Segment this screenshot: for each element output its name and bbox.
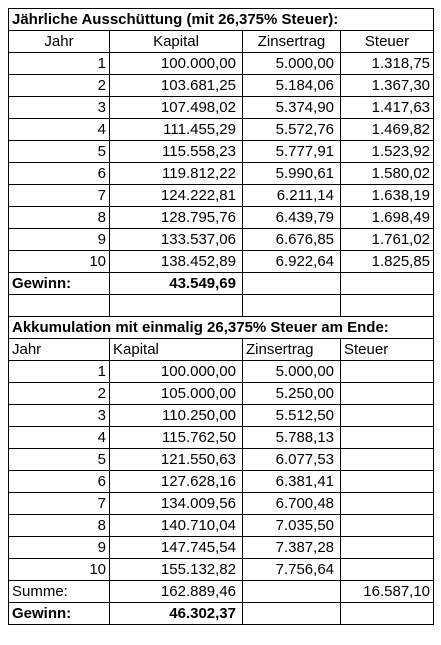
table2-row	[9, 361, 434, 383]
steuer-cell[interactable]	[341, 515, 434, 537]
steuer-cell[interactable]: 1.761,02	[341, 229, 434, 251]
table2-title-row	[9, 317, 434, 339]
results-table	[8, 8, 434, 625]
jahr-cell[interactable]: 2	[9, 75, 110, 97]
kapital-cell[interactable]: 111.455,29	[110, 119, 243, 141]
kapital-cell[interactable]: 147.745,54	[110, 537, 243, 559]
kapital-cell[interactable]: 100.000,00	[110, 361, 243, 383]
steuer-cell[interactable]	[341, 383, 434, 405]
zinsertrag-cell[interactable]: 5.572,76	[243, 119, 341, 141]
zinsertrag-cell[interactable]: 5.374,90	[243, 97, 341, 119]
jahr-cell[interactable]: 9	[9, 229, 110, 251]
table2-row	[9, 493, 434, 515]
steuer-cell[interactable]	[341, 471, 434, 493]
table2-title[interactable]: Akkumulation mit einmalig 26,375% Steuer am Ende:	[9, 317, 434, 339]
table2-header-kapital[interactable]: Kapital	[110, 339, 243, 361]
empty-cell[interactable]	[243, 273, 341, 295]
table2-summe-label[interactable]: Summe:	[9, 581, 110, 603]
zinsertrag-cell[interactable]: 5.777,91	[243, 141, 341, 163]
kapital-cell[interactable]: 107.498,02	[110, 97, 243, 119]
table1-row	[9, 141, 434, 163]
jahr-cell[interactable]: 1	[9, 361, 110, 383]
table1-row	[9, 53, 434, 75]
zinsertrag-cell[interactable]: 5.788,13	[243, 427, 341, 449]
zinsertrag-cell[interactable]: 5.250,00	[243, 383, 341, 405]
table2-row	[9, 471, 434, 493]
table1-header-kapital[interactable]: Kapital	[110, 31, 243, 53]
table1-row	[9, 229, 434, 251]
jahr-cell[interactable]: 3	[9, 405, 110, 427]
spacer-row	[9, 295, 434, 317]
jahr-cell[interactable]: 6	[9, 471, 110, 493]
steuer-cell[interactable]	[341, 405, 434, 427]
jahr-cell[interactable]: 9	[9, 537, 110, 559]
steuer-cell[interactable]	[341, 559, 434, 581]
table2-header-jahr[interactable]: Jahr	[9, 339, 110, 361]
empty-cell[interactable]	[9, 295, 110, 317]
zinsertrag-cell[interactable]: 5.990,61	[243, 163, 341, 185]
steuer-cell[interactable]	[341, 427, 434, 449]
steuer-cell[interactable]: 1.580,02	[341, 163, 434, 185]
steuer-cell[interactable]	[341, 537, 434, 559]
kapital-cell[interactable]: 138.452,89	[110, 251, 243, 273]
steuer-cell[interactable]: 1.698,49	[341, 207, 434, 229]
jahr-cell[interactable]: 4	[9, 119, 110, 141]
zinsertrag-cell[interactable]: 6.381,41	[243, 471, 341, 493]
table2-header-zinsertrag[interactable]: Zinsertrag	[243, 339, 341, 361]
empty-cell[interactable]	[243, 581, 341, 603]
table2-row	[9, 559, 434, 581]
steuer-cell[interactable]: 1.523,92	[341, 141, 434, 163]
zinsertrag-cell[interactable]: 6.922,64	[243, 251, 341, 273]
table2-summe-kapital[interactable]: 162.889,46	[110, 581, 243, 603]
zinsertrag-cell[interactable]: 5.512,50	[243, 405, 341, 427]
zinsertrag-cell[interactable]: 7.387,28	[243, 537, 341, 559]
kapital-cell[interactable]: 124.222,81	[110, 185, 243, 207]
steuer-cell[interactable]: 1.638,19	[341, 185, 434, 207]
zinsertrag-cell[interactable]: 5.000,00	[243, 53, 341, 75]
table1-gewinn-label[interactable]: Gewinn:	[9, 273, 110, 295]
zinsertrag-cell[interactable]: 5.000,00	[243, 361, 341, 383]
table2-row	[9, 383, 434, 405]
zinsertrag-cell[interactable]: 6.211,14	[243, 185, 341, 207]
zinsertrag-cell[interactable]: 6.077,53	[243, 449, 341, 471]
table2-summe-steuer[interactable]: 16.587,10	[341, 581, 434, 603]
empty-cell[interactable]	[243, 295, 341, 317]
spreadsheet	[8, 8, 433, 625]
table2-header-steuer[interactable]: Steuer	[341, 339, 434, 361]
kapital-cell[interactable]: 134.009,56	[110, 493, 243, 515]
table2-summe-row	[9, 581, 434, 603]
table1-row	[9, 163, 434, 185]
table1-title-row	[9, 9, 434, 31]
kapital-cell[interactable]: 105.000,00	[110, 383, 243, 405]
jahr-cell[interactable]: 10	[9, 251, 110, 273]
jahr-cell[interactable]: 5	[9, 141, 110, 163]
table1-row	[9, 207, 434, 229]
table1-title[interactable]: Jährliche Ausschüttung (mit 26,375% Steuer):	[9, 9, 434, 31]
table1-gewinn-value[interactable]: 43.549,69	[110, 273, 243, 295]
kapital-cell[interactable]: 133.537,06	[110, 229, 243, 251]
empty-cell[interactable]	[110, 295, 243, 317]
jahr-cell[interactable]: 1	[9, 53, 110, 75]
jahr-cell[interactable]: 2	[9, 383, 110, 405]
jahr-cell[interactable]: 6	[9, 163, 110, 185]
table1-header-zinsertrag[interactable]: Zinsertrag	[243, 31, 341, 53]
kapital-cell[interactable]: 140.710,04	[110, 515, 243, 537]
jahr-cell[interactable]: 7	[9, 185, 110, 207]
table1-header-steuer[interactable]: Steuer	[341, 31, 434, 53]
kapital-cell[interactable]: 127.628,16	[110, 471, 243, 493]
steuer-cell[interactable]	[341, 361, 434, 383]
table2-row	[9, 405, 434, 427]
table2-row	[9, 427, 434, 449]
table2-gewinn-row	[9, 603, 434, 625]
kapital-cell[interactable]: 103.681,25	[110, 75, 243, 97]
zinsertrag-cell[interactable]: 6.676,85	[243, 229, 341, 251]
empty-cell[interactable]	[341, 295, 434, 317]
kapital-cell[interactable]: 100.000,00	[110, 53, 243, 75]
table1-row	[9, 251, 434, 273]
jahr-cell[interactable]: 8	[9, 515, 110, 537]
kapital-cell[interactable]: 121.550,63	[110, 449, 243, 471]
kapital-cell[interactable]: 128.795,76	[110, 207, 243, 229]
steuer-cell[interactable]	[341, 493, 434, 515]
zinsertrag-cell[interactable]: 7.756,64	[243, 559, 341, 581]
zinsertrag-cell[interactable]: 6.439,79	[243, 207, 341, 229]
empty-cell[interactable]	[341, 273, 434, 295]
steuer-cell[interactable]: 1.367,30	[341, 75, 434, 97]
table1-header-jahr[interactable]: Jahr	[9, 31, 110, 53]
steuer-cell[interactable]	[341, 449, 434, 471]
table1-gewinn-row	[9, 273, 434, 295]
zinsertrag-cell[interactable]: 7.035,50	[243, 515, 341, 537]
steuer-cell[interactable]: 1.417,63	[341, 97, 434, 119]
jahr-cell[interactable]: 8	[9, 207, 110, 229]
kapital-cell[interactable]: 115.762,50	[110, 427, 243, 449]
jahr-cell[interactable]: 3	[9, 97, 110, 119]
table1-row	[9, 75, 434, 97]
table2-row	[9, 449, 434, 471]
steuer-cell[interactable]: 1.318,75	[341, 53, 434, 75]
jahr-cell[interactable]: 7	[9, 493, 110, 515]
table2-gewinn-label[interactable]: Gewinn:	[9, 603, 110, 625]
steuer-cell[interactable]: 1.825,85	[341, 251, 434, 273]
table2-row	[9, 515, 434, 537]
table2-header-row	[9, 339, 434, 361]
jahr-cell[interactable]: 4	[9, 427, 110, 449]
zinsertrag-cell[interactable]: 6.700,48	[243, 493, 341, 515]
kapital-cell[interactable]: 155.132,82	[110, 559, 243, 581]
steuer-cell[interactable]: 1.469,82	[341, 119, 434, 141]
kapital-cell[interactable]: 119.812,22	[110, 163, 243, 185]
kapital-cell[interactable]: 110.250,00	[110, 405, 243, 427]
empty-cell[interactable]	[243, 603, 341, 625]
jahr-cell[interactable]: 5	[9, 449, 110, 471]
kapital-cell[interactable]: 115.558,23	[110, 141, 243, 163]
jahr-cell[interactable]: 10	[9, 559, 110, 581]
table2-row	[9, 537, 434, 559]
table1-row	[9, 185, 434, 207]
empty-cell[interactable]	[341, 603, 434, 625]
table1-row	[9, 119, 434, 141]
table2-gewinn-value[interactable]: 46.302,37	[110, 603, 243, 625]
table1-header-row	[9, 31, 434, 53]
table1-row	[9, 97, 434, 119]
zinsertrag-cell[interactable]: 5.184,06	[243, 75, 341, 97]
